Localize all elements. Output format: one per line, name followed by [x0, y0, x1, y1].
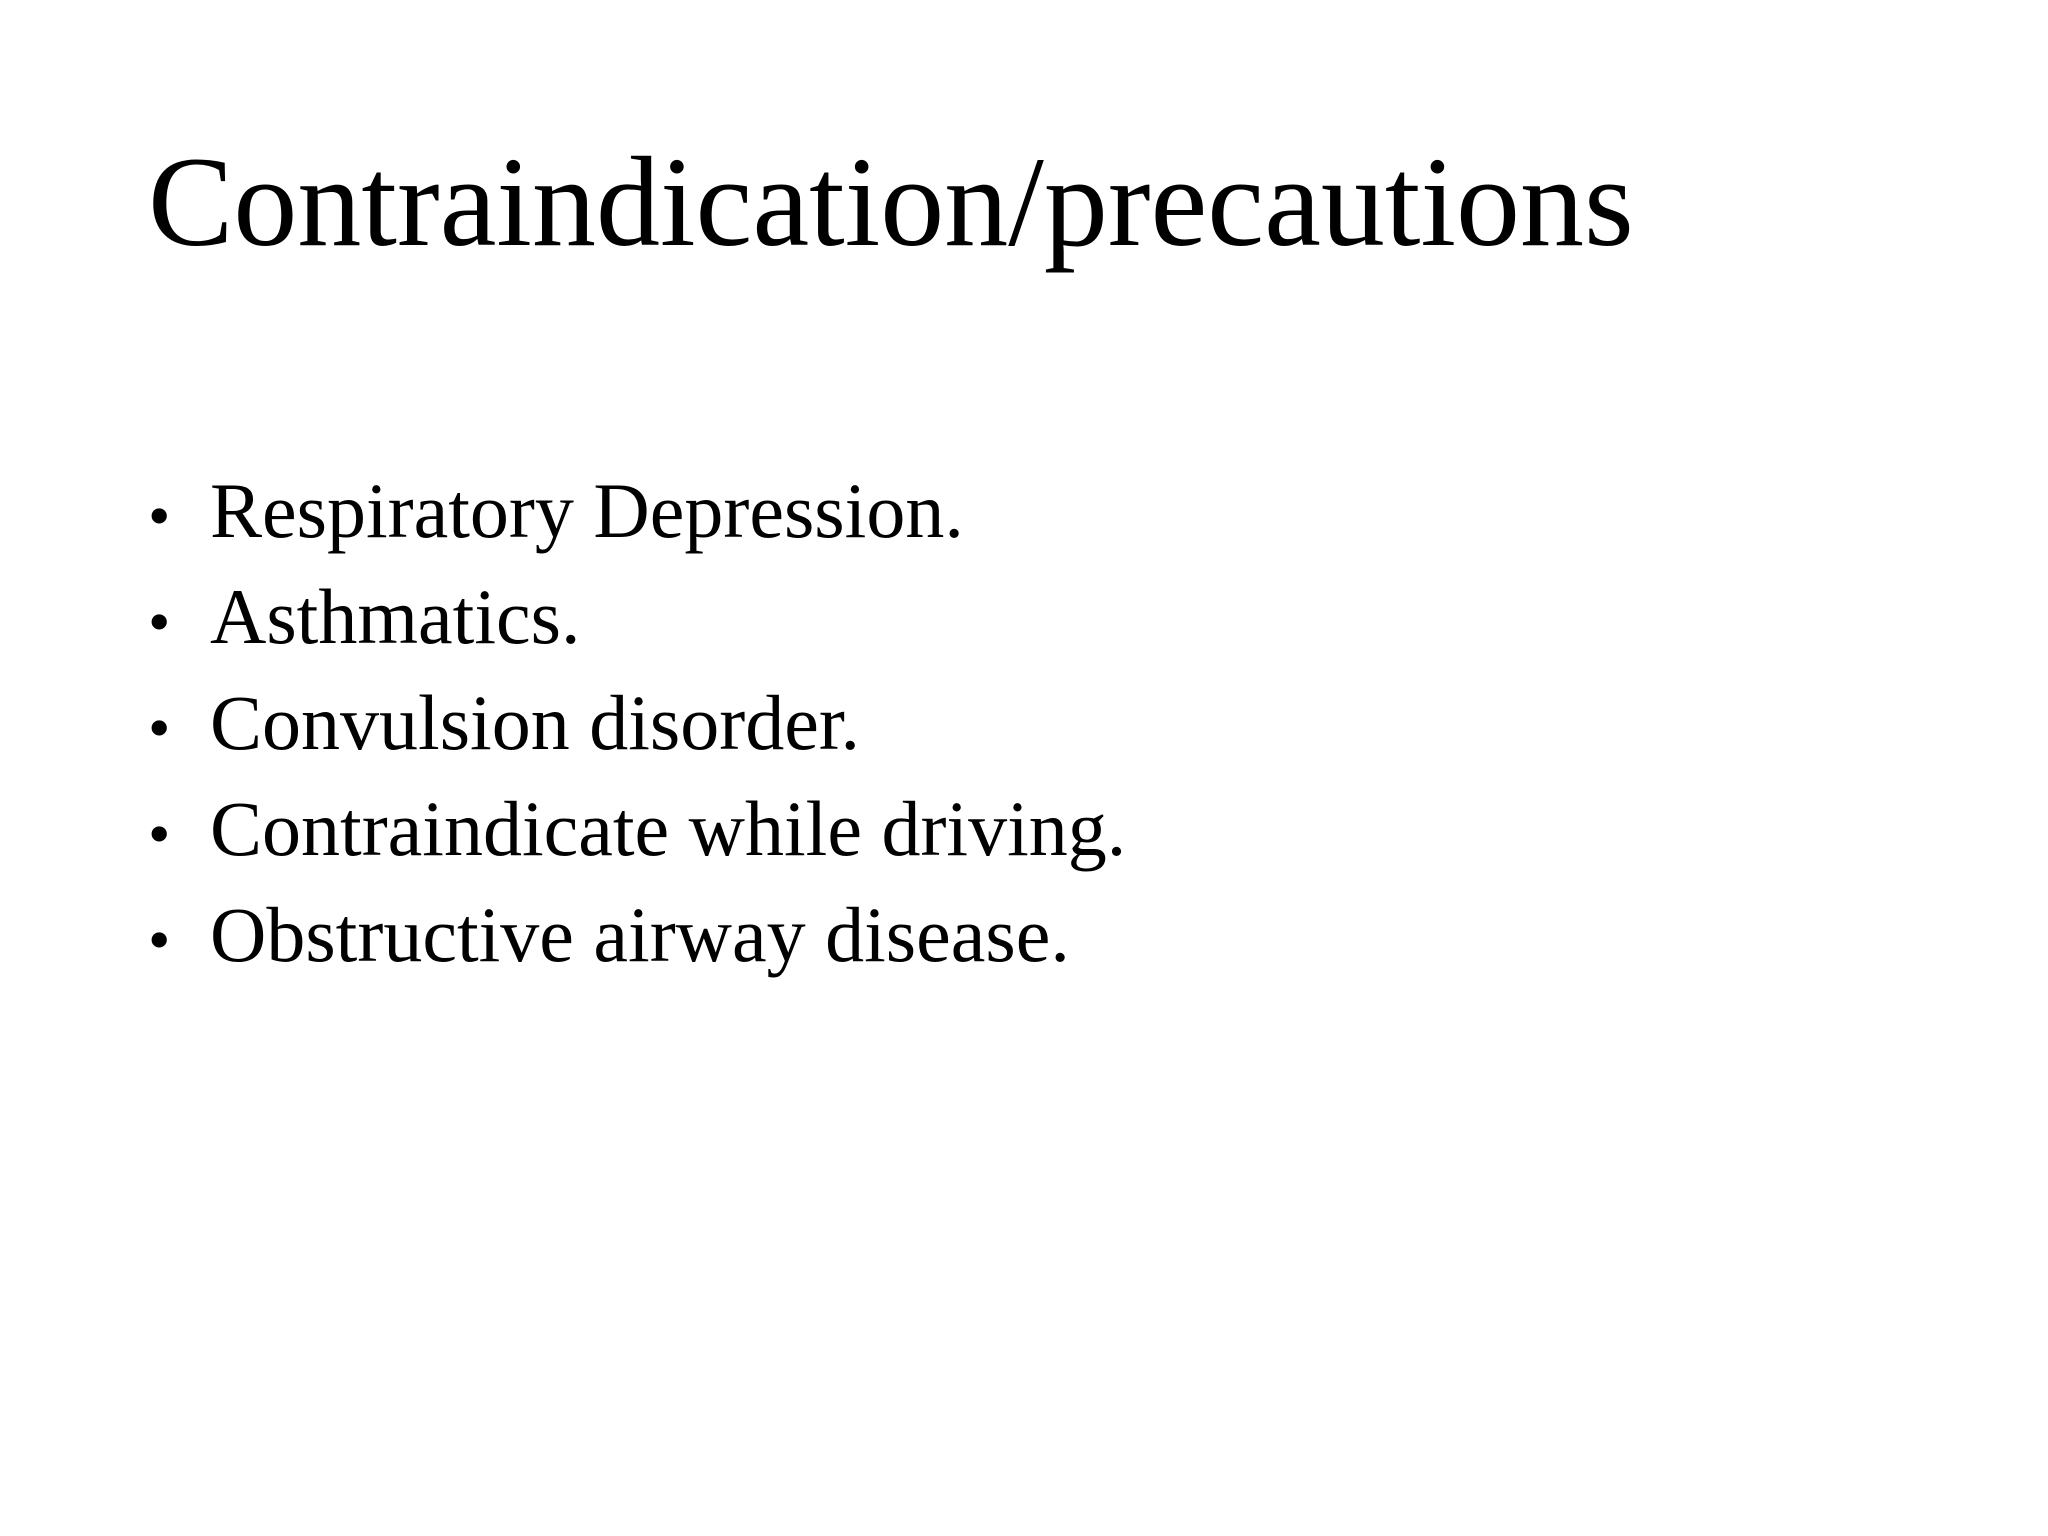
bullet-text: Asthmatics.	[210, 573, 581, 660]
bullet-icon: •	[148, 586, 171, 657]
bullet-text: Convulsion disorder.	[210, 679, 861, 766]
list-item	[148, 785, 1127, 896]
bullet-icon: •	[148, 798, 171, 869]
list-item	[148, 679, 1126, 790]
bullet-text: Obstructive airway disease.	[210, 891, 1070, 978]
bullet-icon: •	[148, 480, 171, 551]
list-item	[148, 891, 1126, 1002]
slide-title: Contraindication/precautions	[148, 131, 1634, 273]
bullet-icon: •	[148, 904, 171, 975]
bullet-list	[148, 467, 1127, 1002]
bullet-icon: •	[148, 692, 171, 763]
list-item	[148, 573, 1126, 684]
bullet-text: Contraindicate while driving.	[210, 785, 1127, 872]
list-item	[148, 467, 1126, 578]
bullet-text: Respiratory Depression.	[210, 467, 964, 554]
